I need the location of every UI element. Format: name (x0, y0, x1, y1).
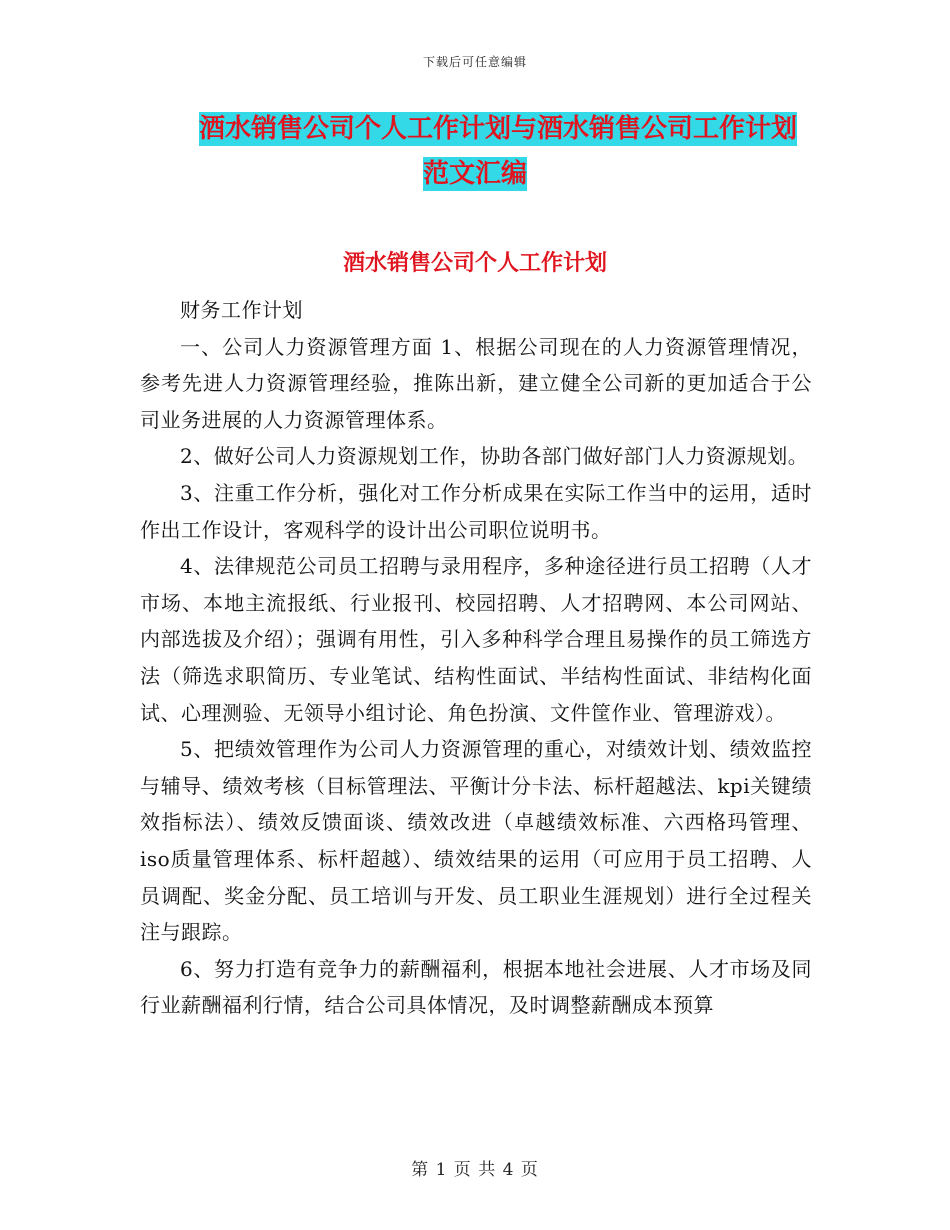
document-body (140, 292, 812, 1024)
header-note: 下载后可任意编辑 (422, 55, 527, 69)
page-footer: 第 1 页 共 4 页 (411, 1160, 539, 1180)
paragraph: 一、公司人力资源管理方面 1、根据公司现在的人力资源管理情况，参考先进人力资源管理经验，推陈出新，建立健全公司新的更加适合于公司业务进展的人力资源管理体系。 (140, 334, 812, 432)
paragraph: 财务工作计划 (180, 298, 303, 322)
document-title-line-1 (23, 109, 950, 149)
document-title-text-1: 酒水销售公司个人工作计划与酒水销售公司工作计划 (198, 114, 797, 144)
paragraph: 6、努力打造有竞争力的薪酬福利，根据本地社会进展、人才市场及同行业薪酬福利行情，结合公司具体情况，及时调整薪酬成本预算 (140, 956, 812, 1018)
document-title-text-2: 范文汇编 (422, 159, 527, 189)
paragraph: 3、注重工作分析，强化对工作分析成果在实际工作当中的运用，适时作出工作设计，客观科学的设计出公司职位说明书。 (140, 480, 812, 542)
section-title: 酒水销售公司个人工作计划 (342, 251, 607, 276)
document-title-line-2 (0, 154, 950, 194)
paragraph: 4、法律规范公司员工招聘与录用程序，多种途径进行员工招聘（人才市场、本地主流报纸、行业报刊、校园招聘、人才招聘网、本公司网站、内部选拔及介绍）；强调有用性，引入多种科学合理且易操作的员工筛选方法（筛选求职简历、专业笔试、结构性面试、半结构性面试、非结构化面试、心理测验、无领导小组讨论、角色扮演、文件筐作业、管理游戏）。 (140, 554, 812, 725)
paragraph: 5、把绩效管理作为公司人力资源管理的重心，对绩效计划、绩效监控与辅导、绩效考核（目标管理法、平衡计分卡法、标杆超越法、kpi关键绩效指标法）、绩效反馈面谈、绩效改进（卓越绩效标准、六西格玛管理、iso质量管理体系、标杆超越）、绩效结果的运用（可应用于员工招聘、人员调配、奖金分配、员工培训与开发、员工职业生涯规划）进行全过程关注与跟踪。 (140, 737, 812, 945)
paragraph: 2、做好公司人力资源规划工作，协助各部门做好部门人力资源规划。 (180, 444, 809, 469)
